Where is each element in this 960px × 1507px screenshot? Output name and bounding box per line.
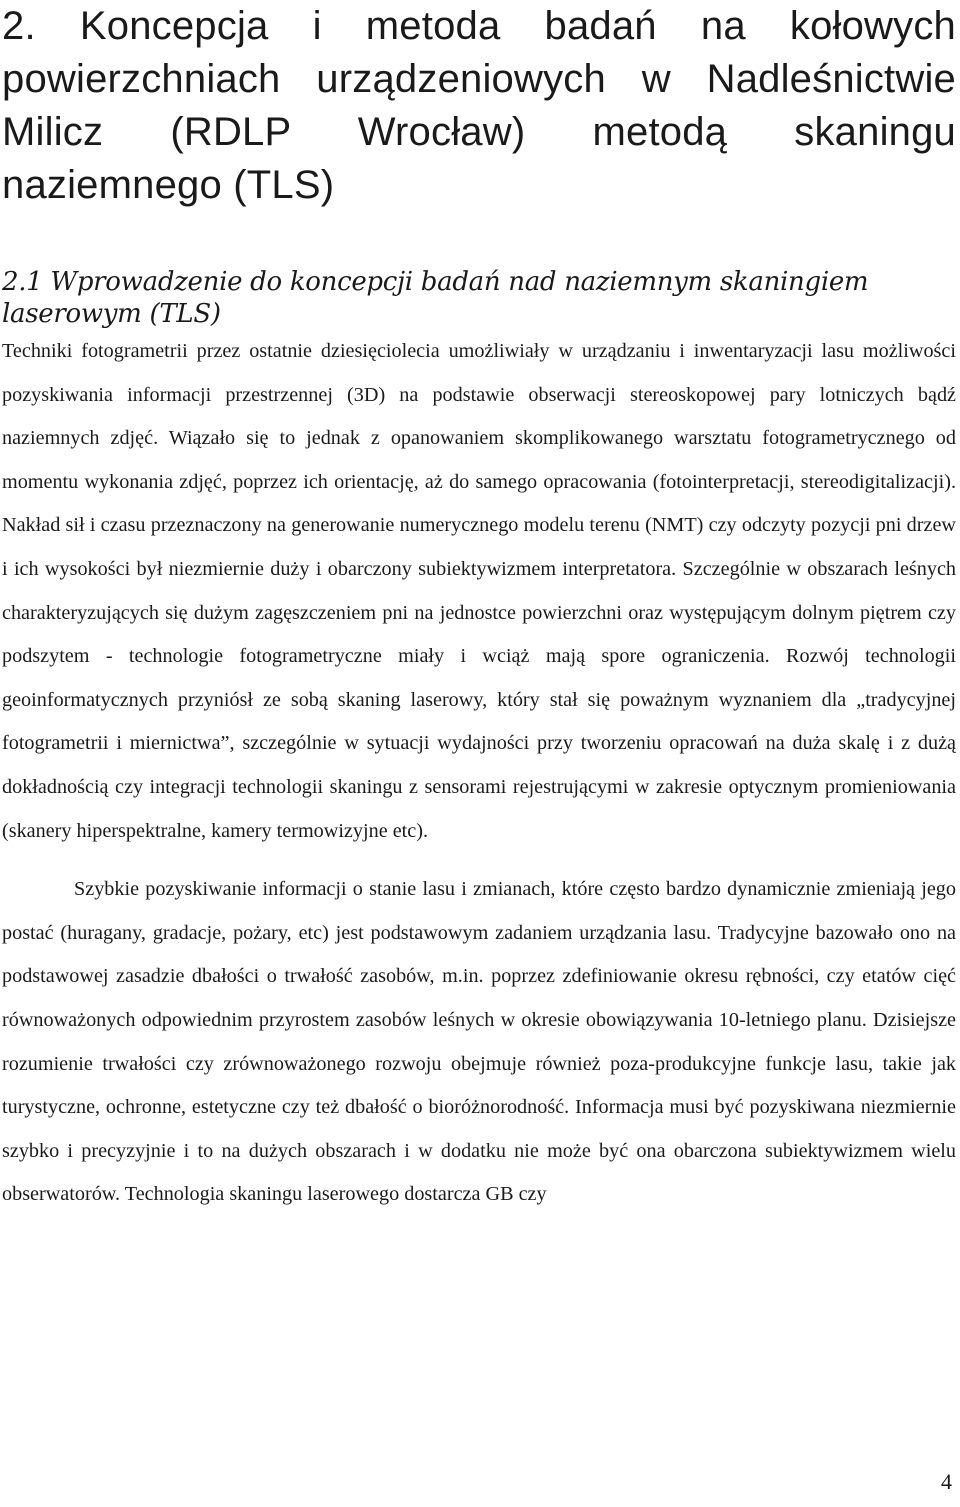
document-page xyxy=(2,0,956,1217)
paragraph-second: Szybkie pozyskiwanie informacji o stanie lasu i zmianach, które często bardzo dynamicznie zmieniają jego postać (huragany, gradacje, pożary, etc) jest podstawowym zadaniem urządzania lasu. Tradycyjne bazowało ono na podstawowej zasadzie dbałości o trwałość zasobów, m.in. poprzez zdefiniowanie okresu rębności, czy etatów cięć równoważonych odpowiednim przyrostem zasobów leśnych w okresie obowiązywania 10-letniego planu. Dzisiejsze rozumienie trwałości czy zrównoważonego rozwoju obejmuje również poza-produkcyjne funkcje lasu, takie jak turystyczne, ochronne, estetyczne czy też dbałość o bioróżnorodność. Informacja musi być pozyskiwana niezmiernie szybko i precyzyjnie i to na dużych obszarach i w dodatku nie może być ona obarczona subiektywizmem wielu obserwatorów. Technologia skaningu laserowego dostarcza GB czy xyxy=(2,878,956,1206)
page-number: 4 xyxy=(941,1469,952,1494)
chapter-title: 2. Koncepcja i metoda badań na kołowych powierzchniach urządzeniowych w Nadleśnictwie Milicz (RDLP Wrocław) metodą skaningu naziemnego (TLS) xyxy=(2,4,956,207)
paragraph-intro: Techniki fotogrametrii przez ostatnie dziesięciolecia umożliwiały w urządzaniu i inwentaryzacji lasu możliwości pozyskiwania informacji przestrzennej (3D) na podstawie obserwacji stereoskopowej pary lotniczych bądź naziemnych zdjęć. Wiązało się to jednak z opanowaniem skomplikowanego warsztatu fotogrametrycznego od momentu wykonania zdjęć, poprzez ich orientację, aż do samego opracowania (fotointerpretacji, stereodigitalizacji). Nakład sił i czasu przeznaczony na generowanie numerycznego modelu terenu (NMT) czy odczyty pozycji pni drzew i ich wysokości był niezmiernie duży i obarczony subiektywizmem interpretatora. Szczególnie w obszarach leśnych charakteryzujących się dużym zagęszczeniem pni na jednostce powierzchni oraz występującym dolnym piętrem czy podszytem - technologie fotogrametryczne miały i wciąż mają spore ograniczenia. Rozwój technologii geoinformatycznych przyniósł ze sobą skaning laserowy, który stał się poważnym wyznaniem dla „tradycyjnej fotogrametrii i miernictwa”, szczególnie w sytuacji wydajności przy tworzeniu opracowań na duża skalę i z dużą dokładnością czy integracji technologii skaningu z sensorami rejestrującymi w zakresie optycznym promieniowania (skanery hiperspektralne, kamery termowizyjne etc). xyxy=(2,340,956,842)
section-title: 2.1 Wprowadzenie do koncepcji badań nad naziemnym skaningiem laserowym (TLS) xyxy=(2,267,869,329)
